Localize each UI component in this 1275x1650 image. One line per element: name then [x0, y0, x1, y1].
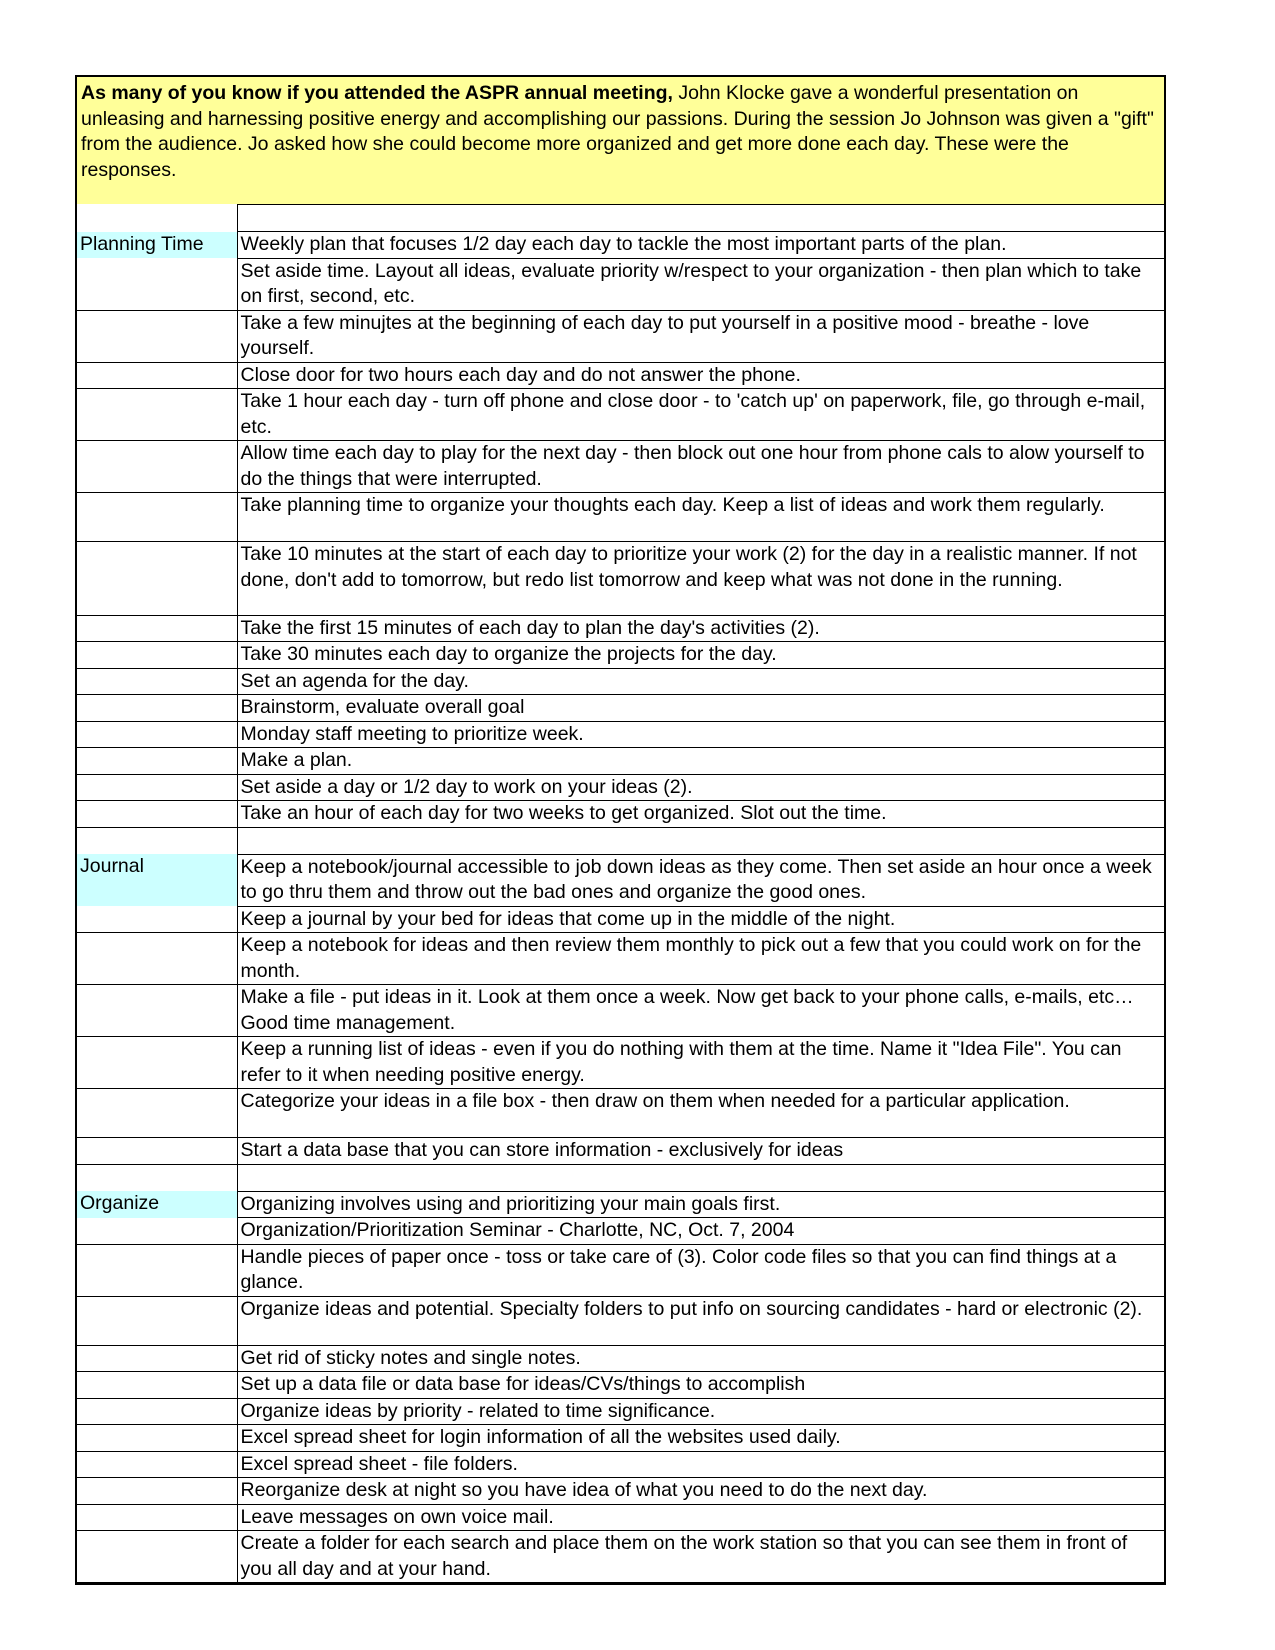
table-row: [77, 933, 1164, 985]
category-cell: [77, 542, 237, 616]
category-cell: [77, 721, 237, 748]
category-cell: [77, 1504, 237, 1531]
category-label: Journal: [77, 854, 237, 906]
category-cell: [77, 1398, 237, 1425]
table-row: [77, 695, 1164, 722]
category-cell: [77, 1425, 237, 1452]
idea-cell: Excel spread sheet - file folders.: [237, 1451, 1164, 1478]
idea-cell: Keep a notebook for ideas and then review them monthly to pick out a few that you could work on for the month.: [237, 933, 1164, 985]
table-row: [77, 642, 1164, 669]
category-cell: [77, 1089, 237, 1138]
idea-cell: Allow time each day to play for the next day - then block out one hour from phone cals to alow yourself to do the things that were interrupted.: [237, 441, 1164, 493]
table-row: [77, 232, 1164, 259]
idea-cell: Keep a running list of ideas - even if you do nothing with them at the time. Name it "Idea File". You can refer to it when needing positive energy.: [237, 1037, 1164, 1089]
category-cell: [77, 615, 237, 642]
idea-cell: Brainstorm, evaluate overall goal: [237, 695, 1164, 722]
idea-cell: Set aside a day or 1/2 day to work on your ideas (2).: [237, 774, 1164, 801]
table-row: [77, 1345, 1164, 1372]
category-cell: [77, 258, 237, 310]
table-row: [77, 906, 1164, 933]
idea-cell: Take planning time to organize your thoughts each day. Keep a list of ideas and work them regularly.: [237, 493, 1164, 542]
table-row: [77, 1244, 1164, 1296]
idea-cell: Create a folder for each search and place them on the work station so that you can see them in front of you all day and at your hand.: [237, 1531, 1164, 1583]
table-row: [77, 615, 1164, 642]
idea-cell: Take 1 hour each day - turn off phone and close door - to 'catch up' on paperwork, file, go through e-mail, etc.: [237, 389, 1164, 441]
idea-cell: Set an agenda for the day.: [237, 668, 1164, 695]
idea-cell: Close door for two hours each day and do not answer the phone.: [237, 362, 1164, 389]
spacer-row: [77, 1164, 1164, 1191]
table-row: [77, 1478, 1164, 1505]
table-row: [77, 801, 1164, 828]
idea-cell: Handle pieces of paper once - toss or take care of (3). Color code files so that you can find things at a glance.: [237, 1244, 1164, 1296]
intro-bold: As many of you know if you attended the ASPR annual meeting,: [81, 82, 673, 104]
intro-header: [77, 77, 1164, 204]
idea-cell: Get rid of sticky notes and single notes.: [237, 1345, 1164, 1372]
category-cell: [77, 493, 237, 542]
idea-cell: Excel spread sheet for login information of all the websites used daily.: [237, 1425, 1164, 1452]
category-label: Planning Time: [77, 232, 237, 259]
category-cell: [77, 933, 237, 985]
idea-cell: Take an hour of each day for two weeks to get organized. Slot out the time.: [237, 801, 1164, 828]
idea-cell: Organizing involves using and prioritizing your main goals first.: [237, 1191, 1164, 1218]
idea-cell: Keep a notebook/journal accessible to job down ideas as they come. Then set aside an hour once a week to go thru them and throw out the bad ones and organize the good ones.: [237, 854, 1164, 906]
category-label: Organize: [77, 1191, 237, 1218]
category-cell: [77, 1451, 237, 1478]
category-cell: [77, 362, 237, 389]
spacer-cell: [237, 1164, 1164, 1191]
table-row: [77, 389, 1164, 441]
category-cell: [77, 1296, 237, 1345]
category-cell: [77, 748, 237, 775]
category-cell: [77, 389, 237, 441]
table-row: [77, 1531, 1164, 1583]
table-row: [77, 1138, 1164, 1165]
spacer-cell: [77, 827, 237, 854]
ideas-table: [77, 204, 1164, 1583]
table-row: [77, 1037, 1164, 1089]
category-cell: [77, 801, 237, 828]
idea-cell: Take 10 minutes at the start of each day to prioritize your work (2) for the day in a realistic manner. If not done, don't add to tomorrow, but redo list tomorrow and keep what was not done in the running.: [237, 542, 1164, 616]
idea-cell: Weekly plan that focuses 1/2 day each day to tackle the most important parts of the plan.: [237, 232, 1164, 259]
table-row: [77, 668, 1164, 695]
spacer-cell: [77, 1164, 237, 1191]
idea-cell: Reorganize desk at night so you have idea of what you need to do the next day.: [237, 1478, 1164, 1505]
table-row: [77, 542, 1164, 616]
idea-cell: Categorize your ideas in a file box - then draw on them when needed for a particular application.: [237, 1089, 1164, 1138]
table-row: [77, 1425, 1164, 1452]
category-cell: [77, 985, 237, 1037]
category-cell: [77, 1218, 237, 1245]
table-row: [77, 441, 1164, 493]
idea-cell: Leave messages on own voice mail.: [237, 1504, 1164, 1531]
idea-cell: Start a data base that you can store information - exclusively for ideas: [237, 1138, 1164, 1165]
table-row: [77, 258, 1164, 310]
spacer-cell: [77, 205, 237, 232]
table-row: [77, 1191, 1164, 1218]
idea-cell: Make a plan.: [237, 748, 1164, 775]
idea-cell: Make a file - put ideas in it. Look at them once a week. Now get back to your phone calls, e-mails, etc…Good time management.: [237, 985, 1164, 1037]
spacer-cell: [237, 205, 1164, 232]
table-row: [77, 362, 1164, 389]
table-row: [77, 1451, 1164, 1478]
table-row: [77, 721, 1164, 748]
spacer-row: [77, 205, 1164, 232]
category-cell: [77, 1478, 237, 1505]
category-cell: [77, 695, 237, 722]
idea-cell: Keep a journal by your bed for ideas that come up in the middle of the night.: [237, 906, 1164, 933]
idea-cell: Take the first 15 minutes of each day to plan the day's activities (2).: [237, 615, 1164, 642]
table-row: [77, 1089, 1164, 1138]
table-row: [77, 493, 1164, 542]
category-cell: [77, 906, 237, 933]
category-cell: [77, 774, 237, 801]
idea-cell: Monday staff meeting to prioritize week.: [237, 721, 1164, 748]
category-cell: [77, 1244, 237, 1296]
table-row: [77, 1398, 1164, 1425]
table-row: [77, 985, 1164, 1037]
table-row: [77, 774, 1164, 801]
spacer-cell: [237, 827, 1164, 854]
table-row: [77, 854, 1164, 906]
spreadsheet: [75, 75, 1166, 1585]
idea-cell: Organize ideas by priority - related to time significance.: [237, 1398, 1164, 1425]
category-cell: [77, 642, 237, 669]
table-row: [77, 1218, 1164, 1245]
spacer-row: [77, 827, 1164, 854]
idea-cell: Set up a data file or data base for ideas/CVs/things to accomplish: [237, 1372, 1164, 1399]
category-cell: [77, 441, 237, 493]
table-row: [77, 1296, 1164, 1345]
table-row: [77, 748, 1164, 775]
idea-cell: Take 30 minutes each day to organize the projects for the day.: [237, 642, 1164, 669]
category-cell: [77, 1345, 237, 1372]
idea-cell: Organize ideas and potential. Specialty folders to put info on sourcing candidates - hard or electronic (2).: [237, 1296, 1164, 1345]
category-cell: [77, 1372, 237, 1399]
idea-cell: Take a few minujtes at the beginning of each day to put yourself in a positive mood - breathe - love yourself.: [237, 310, 1164, 362]
category-cell: [77, 1531, 237, 1583]
idea-cell: Set aside time. Layout all ideas, evaluate priority w/respect to your organization - then plan which to take on first, second, etc.: [237, 258, 1164, 310]
table-row: [77, 1504, 1164, 1531]
intro-text: John Klocke gave a wonderful presentation on unleasing and harnessing positive energy and accomplishing our passions. During the session Jo Johnson was given a "gift" from the audience. Jo asked how she could become more organized and get more done each day. These were the responses.: [81, 82, 1154, 181]
table-row: [77, 1372, 1164, 1399]
category-cell: [77, 310, 237, 362]
category-cell: [77, 668, 237, 695]
table-row: [77, 310, 1164, 362]
category-cell: [77, 1037, 237, 1089]
idea-cell: Organization/Prioritization Seminar - Charlotte, NC, Oct. 7, 2004: [237, 1218, 1164, 1245]
category-cell: [77, 1138, 237, 1165]
